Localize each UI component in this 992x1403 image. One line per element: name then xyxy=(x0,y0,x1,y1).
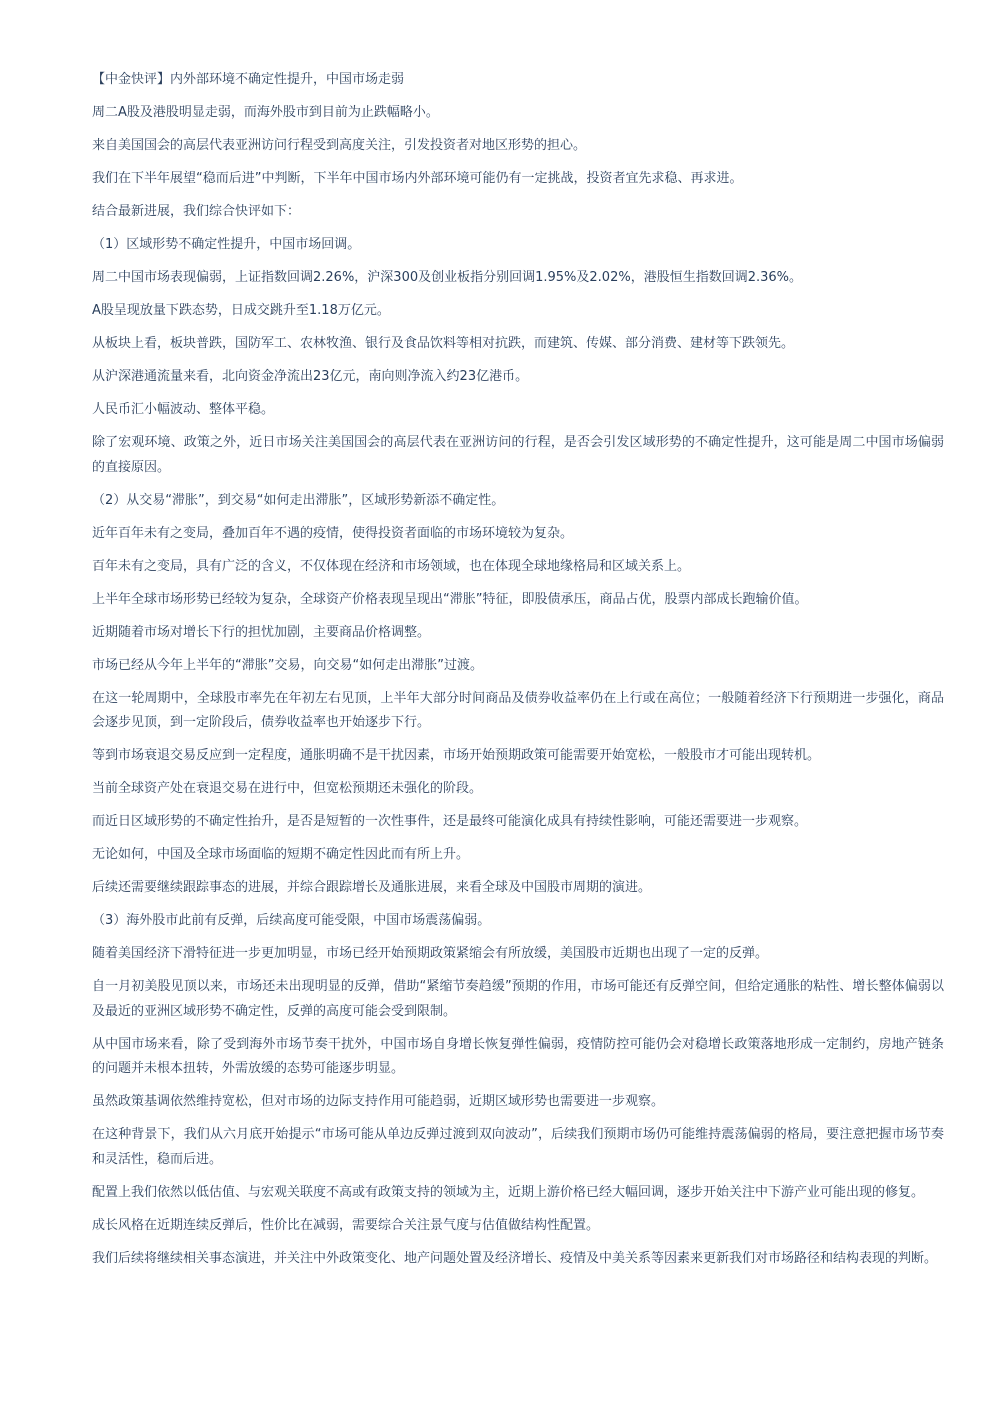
paragraph: 无论如何，中国及全球市场面临的短期不确定性因此而有所上升。 xyxy=(92,847,470,862)
article-title: 【中金快评】内外部环境不确定性提升，中国市场走弱 xyxy=(92,72,405,87)
paragraph: 百年未有之变局，具有广泛的含义，不仅体现在经济和市场领域，也在体现全球地缘格局和区域关系上。 xyxy=(92,558,691,574)
paragraph: 等到市场衰退交易反应到一定程度，通胀明确不是干扰因素，市场开始预期政策可能需要开始宽松，一般股市才可能出现转机。 xyxy=(92,748,821,763)
article-body xyxy=(92,68,944,1280)
paragraph: 当前全球资产处在衰退交易在进行中，但宽松预期还未强化的阶段。 xyxy=(92,781,483,796)
paragraph: 人民币汇小幅波动、整体平稳。 xyxy=(92,402,275,417)
section-heading-1: （1）区域形势不确定性提升，中国市场回调。 xyxy=(92,237,361,252)
paragraph: 上半年全球市场形势已经较为复杂，全球资产价格表现呈现出“滞胀”特征，即股债承压，商品占优，股票内部成长跑输价值。 xyxy=(92,591,808,607)
paragraph: 从中国市场来看，除了受到海外市场节奏干扰外，中国市场自身增长恢复弹性偏弱，疫情防控可能仍会对稳增长政策落地形成一定制约，房地产链条的问题并未根本扭转，外需放缓的态势可能逐步明显。 xyxy=(92,1036,944,1076)
paragraph: 近期随着市场对增长下行的担忧加剧，主要商品价格调整。 xyxy=(92,624,431,640)
paragraph: 从沪深港通流量来看，北向资金净流出23亿元，南向则净流入约23亿港币。 xyxy=(92,369,529,384)
paragraph: 近年百年未有之变局，叠加百年不遇的疫情，使得投资者面临的市场环境较为复杂。 xyxy=(92,525,574,541)
paragraph: 自一月初美股见顶以来，市场还未出现明显的反弹，借助“紧缩节奏趋缓”预期的作用，市场可能还有反弹空间，但给定通胀的粘性、增长整体偏弱以及最近的亚洲区域形势不确定性，反弹的高度可能会受到限制。 xyxy=(92,979,944,1019)
section-heading-2: （2）从交易“滞胀”，到交易“如何走出滞胀”，区域形势新添不确定性。 xyxy=(92,492,505,508)
paragraph: 而近日区域形势的不确定性抬升，是否是短暂的一次性事件，还是最终可能演化成具有持续性影响，可能还需要进一步观察。 xyxy=(92,814,808,829)
paragraph: 成长风格在近期连续反弹后，性价比在减弱，需要综合关注景气度与估值做结构性配置。 xyxy=(92,1217,600,1233)
paragraph: 从板块上看，板块普跌，国防军工、农林牧渔、银行及食品饮料等相对抗跌，而建筑、传媒、部分消费、建材等下跌领先。 xyxy=(92,336,795,351)
section-heading-3: （3）海外股市此前有反弹，后续高度可能受限，中国市场震荡偏弱。 xyxy=(92,913,491,928)
paragraph: 随着美国经济下滑特征进一步更加明显，市场已经开始预期政策紧缩会有所放缓，美国股市近期也出现了一定的反弹。 xyxy=(92,946,769,961)
paragraph: 我们后续将继续相关事态演进，并关注中外政策变化、地产问题处置及经济增长、疫情及中美关系等因素来更新我们对市场路径和结构表现的判断。 xyxy=(92,1250,938,1266)
paragraph: 虽然政策基调依然维持宽松，但对市场的边际支持作用可能趋弱，近期区域形势也需要进一步观察。 xyxy=(92,1094,665,1109)
paragraph: 结合最新进展，我们综合快评如下： xyxy=(92,204,301,219)
paragraph: 来自美国国会的高层代表亚洲访问行程受到高度关注，引发投资者对地区形势的担心。 xyxy=(92,138,587,153)
paragraph: 周二A股及港股明显走弱，而海外股市到目前为止跌幅略小。 xyxy=(92,105,439,120)
paragraph: 市场已经从今年上半年的“滞胀”交易，向交易“如何走出滞胀”过渡。 xyxy=(92,657,483,673)
paragraph: 我们在下半年展望“稳而后进”中判断，下半年中国市场内外部环境可能仍有一定挑战，投资者宜先求稳、再求进。 xyxy=(92,171,743,186)
paragraph: 在这种背景下，我们从六月底开始提示“市场可能从单边反弹过渡到双向波动”，后续我们预期市场仍可能维持震荡偏弱的格局，要注意把握市场节奏和灵活性，稳而后进。 xyxy=(92,1127,944,1167)
paragraph: 在这一轮周期中，全球股市率先在年初左右见顶，上半年大部分时间商品及债券收益率仍在上行或在高位；一般随着经济下行预期进一步强化，商品会逐步见顶，到一定阶段后，债券收益率也开始逐步下行。 xyxy=(92,690,944,730)
paragraph: 配置上我们依然以低估值、与宏观关联度不高或有政策支持的领域为主，近期上游价格已经大幅回调，逐步开始关注中下游产业可能出现的修复。 xyxy=(92,1184,925,1200)
paragraph: A股呈现放量下跌态势，日成交跳升至1.18万亿元。 xyxy=(92,303,390,318)
paragraph: 除了宏观环境、政策之外，近日市场关注美国国会的高层代表在亚洲访问的行程，是否会引发区域形势的不确定性提升，这可能是周二中国市场偏弱的直接原因。 xyxy=(92,435,944,475)
paragraph: 周二中国市场表现偏弱，上证指数回调2.26%，沪深300及创业板指分别回调1.95%及2.02%，港股恒生指数回调2.36%。 xyxy=(92,270,803,285)
paragraph: 后续还需要继续跟踪事态的进展，并综合跟踪增长及通胀进展，来看全球及中国股市周期的演进。 xyxy=(92,880,652,895)
